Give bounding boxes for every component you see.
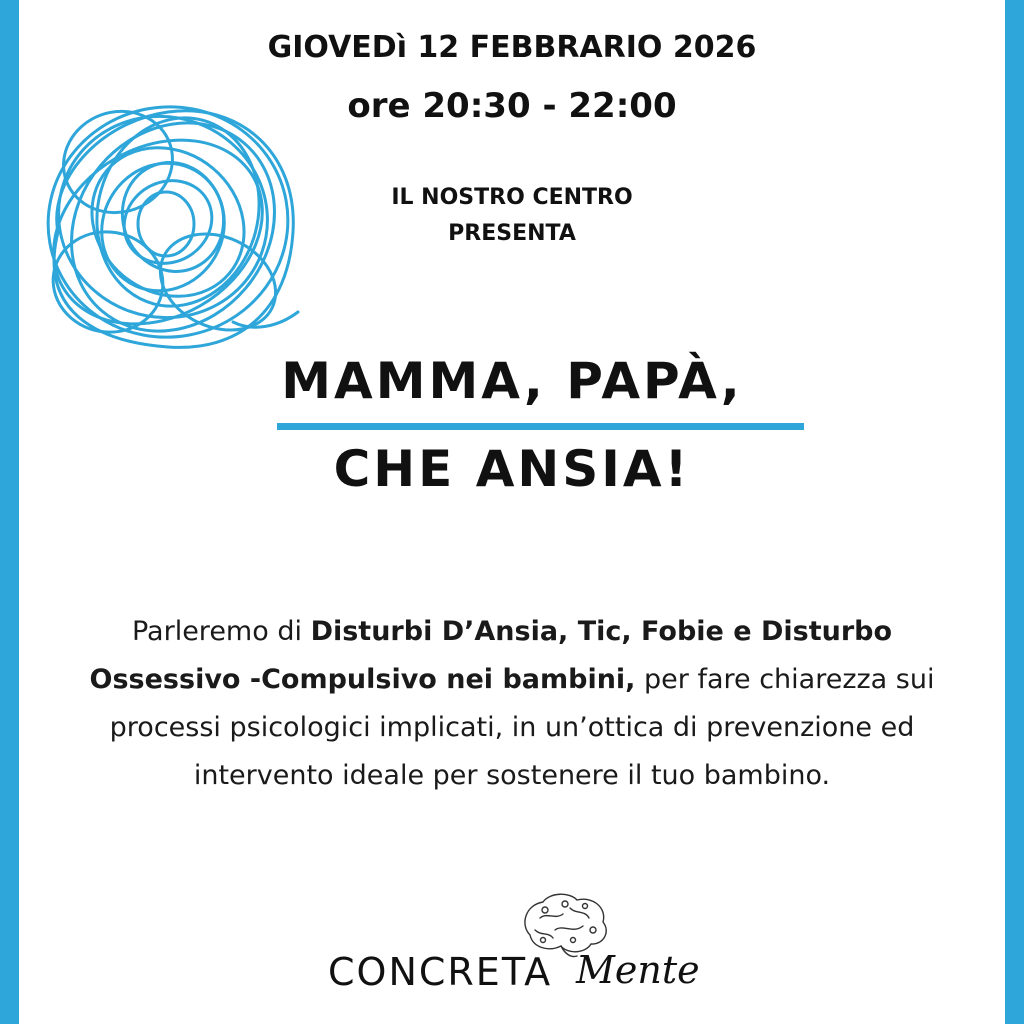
description-bold: Disturbi D’Ansia, Tic, Fobie e Disturbo Ossessivo -Compulsivo nei bambini,	[89, 616, 893, 695]
right-border	[1005, 0, 1024, 1024]
logo-wordmark: CONCRETA	[328, 950, 553, 994]
logo-script: Mente	[576, 948, 700, 992]
presenter-line-2: PRESENTA	[448, 221, 576, 246]
description-intro: Parleremo di	[131, 616, 311, 647]
event-date: GIOVEDì 12 FEBBRARIO 2026	[267, 30, 757, 65]
presenter-text	[302, 180, 722, 252]
title-line-2: CHE ANSIA!	[333, 440, 691, 498]
title-divider	[277, 423, 804, 430]
left-border	[0, 0, 19, 1024]
event-time: ore 20:30 - 22:00	[347, 86, 677, 126]
description-rest: per fare chiarezza sui processi psicologici implicati, in un’ottica di prevenzione ed intervento ideale per sostenere il tuo bambino.	[109, 664, 935, 791]
description	[60, 608, 964, 800]
title-line-1: MAMMA, PAPÀ,	[281, 352, 743, 410]
presenter-line-1: IL NOSTRO CENTRO	[391, 185, 633, 210]
